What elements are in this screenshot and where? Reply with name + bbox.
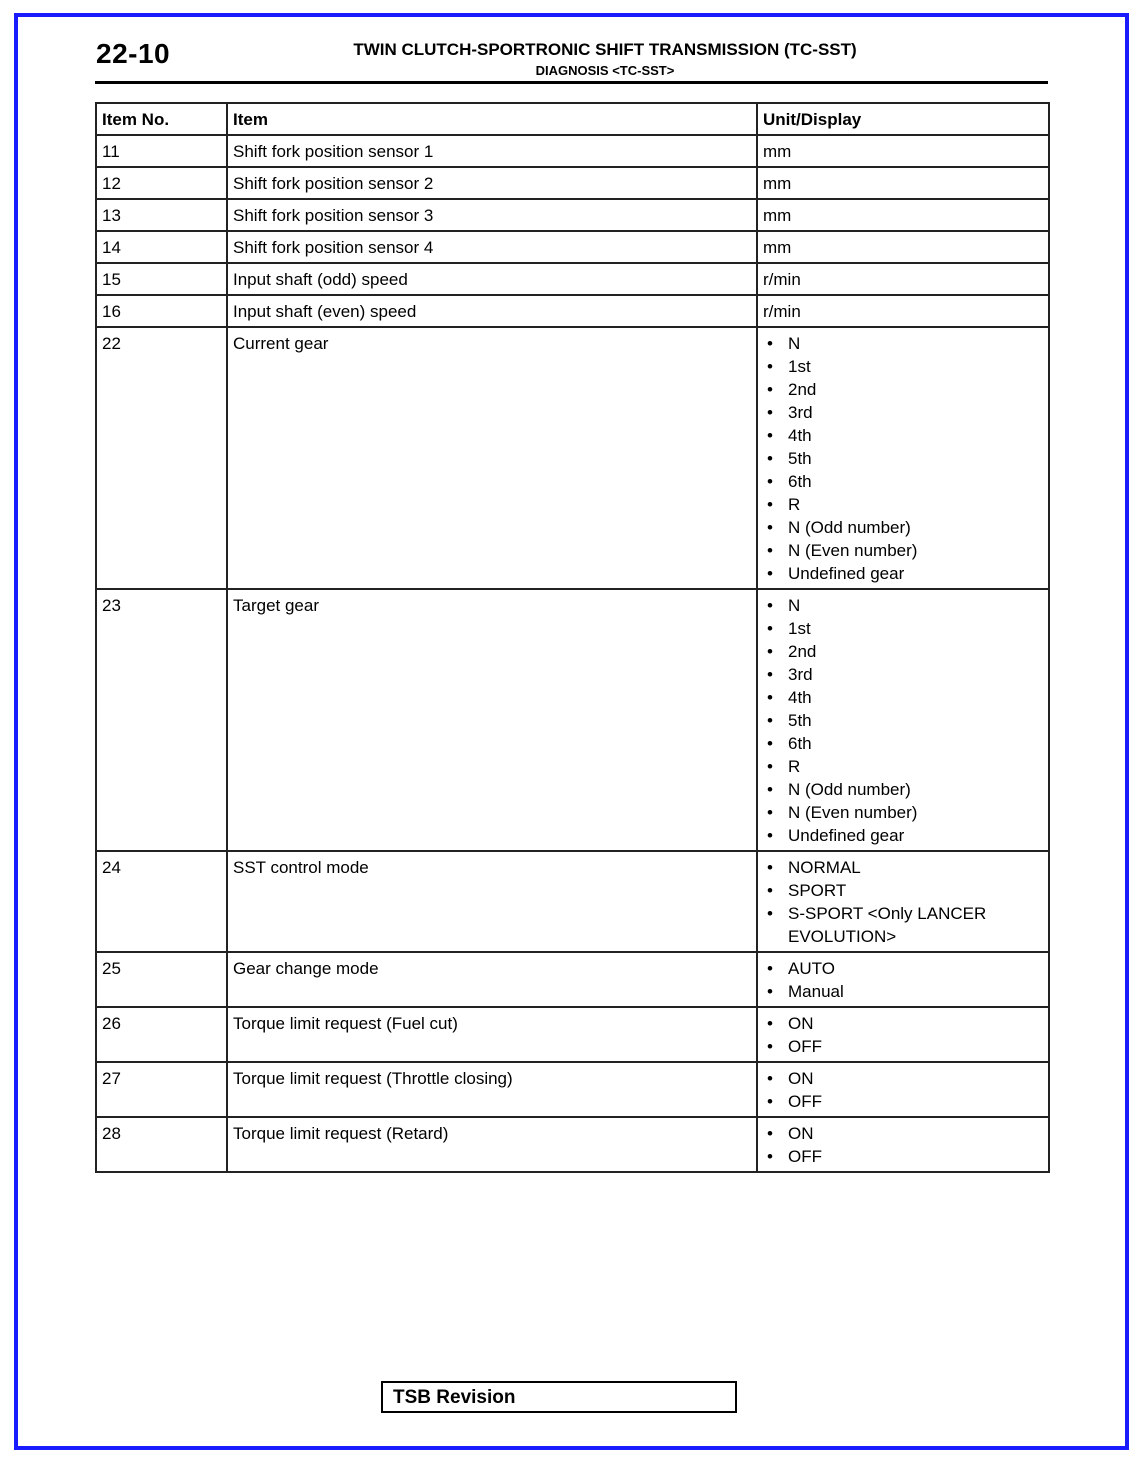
table-row xyxy=(96,851,1049,952)
display-value-list xyxy=(763,1012,1043,1058)
item-name-cell: Torque limit request (Retard) xyxy=(227,1117,757,1172)
display-value-item: • 2nd xyxy=(763,378,1043,401)
display-value-item: • N (Even number) xyxy=(763,539,1043,562)
table-row xyxy=(96,1117,1049,1172)
column-header-item-no: Item No. xyxy=(96,103,227,135)
item-number-cell: 28 xyxy=(96,1117,227,1172)
item-number-cell: 16 xyxy=(96,295,227,327)
display-value-item: • OFF xyxy=(763,1035,1043,1058)
display-value-list xyxy=(763,594,1043,847)
table-header-row xyxy=(96,103,1049,135)
item-name-cell: Shift fork position sensor 4 xyxy=(227,231,757,263)
diagnosis-table xyxy=(95,102,1050,1173)
unit-display-cell xyxy=(757,327,1049,589)
display-value-item: • R xyxy=(763,755,1043,778)
display-value-item: • SPORT xyxy=(763,879,1043,902)
display-value-item: • 2nd xyxy=(763,640,1043,663)
display-value-item: • 1st xyxy=(763,355,1043,378)
unit-display-cell xyxy=(757,1117,1049,1172)
section-subtitle: DIAGNOSIS <TC-SST> xyxy=(535,63,675,78)
display-value-item: • N xyxy=(763,594,1043,617)
table-row xyxy=(96,327,1049,589)
display-value-item: • ON xyxy=(763,1067,1043,1090)
item-number-cell: 15 xyxy=(96,263,227,295)
unit-display-cell xyxy=(757,952,1049,1007)
display-value-item: • N (Odd number) xyxy=(763,778,1043,801)
item-name-cell: Input shaft (even) speed xyxy=(227,295,757,327)
item-number-cell: 14 xyxy=(96,231,227,263)
header-rule xyxy=(95,81,1048,84)
item-name-cell: Input shaft (odd) speed xyxy=(227,263,757,295)
table-row xyxy=(96,135,1049,167)
display-value-item: • OFF xyxy=(763,1145,1043,1168)
item-name-cell: Shift fork position sensor 3 xyxy=(227,199,757,231)
display-value-item: • Undefined gear xyxy=(763,562,1043,585)
unit-display-cell: mm xyxy=(757,135,1049,167)
unit-display-cell xyxy=(757,851,1049,952)
display-value-item: • 1st xyxy=(763,617,1043,640)
item-name-cell: Shift fork position sensor 2 xyxy=(227,167,757,199)
display-value-list xyxy=(763,1067,1043,1113)
unit-display-cell xyxy=(757,1007,1049,1062)
unit-display-cell xyxy=(757,589,1049,851)
display-value-list xyxy=(763,1122,1043,1168)
unit-display-cell: r/min xyxy=(757,295,1049,327)
display-value-item: • 3rd xyxy=(763,663,1043,686)
table-row xyxy=(96,589,1049,851)
unit-display-cell xyxy=(757,1062,1049,1117)
item-number-cell: 23 xyxy=(96,589,227,851)
item-number-cell: 26 xyxy=(96,1007,227,1062)
display-value-item: • 4th xyxy=(763,686,1043,709)
display-value-item: • Manual xyxy=(763,980,1043,1003)
display-value-item: • N xyxy=(763,332,1043,355)
item-name-cell: Torque limit request (Throttle closing) xyxy=(227,1062,757,1117)
display-value-list xyxy=(763,332,1043,585)
display-value-list xyxy=(763,957,1043,1003)
column-header-unit-display: Unit/Display xyxy=(757,103,1049,135)
item-name-cell: Torque limit request (Fuel cut) xyxy=(227,1007,757,1062)
display-value-item: • R xyxy=(763,493,1043,516)
display-value-item: • Undefined gear xyxy=(763,824,1043,847)
display-value-item: • 5th xyxy=(763,709,1043,732)
display-value-item: • N (Even number) xyxy=(763,801,1043,824)
display-value-item: • AUTO xyxy=(763,957,1043,980)
display-value-item: • 5th xyxy=(763,447,1043,470)
page-number: 22-10 xyxy=(96,38,171,69)
item-number-cell: 24 xyxy=(96,851,227,952)
item-name-cell: Gear change mode xyxy=(227,952,757,1007)
display-value-item: • 6th xyxy=(763,732,1043,755)
item-number-cell: 25 xyxy=(96,952,227,1007)
table-row xyxy=(96,952,1049,1007)
item-number-cell: 13 xyxy=(96,199,227,231)
item-number-cell: 22 xyxy=(96,327,227,589)
item-number-cell: 11 xyxy=(96,135,227,167)
item-name-cell: Shift fork position sensor 1 xyxy=(227,135,757,167)
display-value-item: • ON xyxy=(763,1122,1043,1145)
item-name-cell: SST control mode xyxy=(227,851,757,952)
column-header-item: Item xyxy=(227,103,757,135)
display-value-item: • ON xyxy=(763,1012,1043,1035)
display-value-item: • 6th xyxy=(763,470,1043,493)
item-number-cell: 12 xyxy=(96,167,227,199)
tsb-revision-box xyxy=(381,1381,737,1413)
item-name-cell: Target gear xyxy=(227,589,757,851)
table-body xyxy=(96,135,1049,1172)
unit-display-cell: mm xyxy=(757,231,1049,263)
unit-display-cell: mm xyxy=(757,199,1049,231)
display-value-item: • OFF xyxy=(763,1090,1043,1113)
table-row xyxy=(96,167,1049,199)
unit-display-cell: mm xyxy=(757,167,1049,199)
table-row xyxy=(96,1007,1049,1062)
display-value-item: • S-SPORT <Only LANCER EVOLUTION> xyxy=(763,902,1043,948)
table-row xyxy=(96,295,1049,327)
table-row xyxy=(96,1062,1049,1117)
display-value-item: • 3rd xyxy=(763,401,1043,424)
section-title: TWIN CLUTCH-SPORTRONIC SHIFT TRANSMISSION (TC-SST) xyxy=(353,40,857,59)
table-row xyxy=(96,231,1049,263)
item-name-cell: Current gear xyxy=(227,327,757,589)
display-value-item: • N (Odd number) xyxy=(763,516,1043,539)
tsb-revision-label: TSB Revision xyxy=(393,1387,516,1408)
display-value-item: • 4th xyxy=(763,424,1043,447)
item-number-cell: 27 xyxy=(96,1062,227,1117)
table-row xyxy=(96,199,1049,231)
unit-display-cell: r/min xyxy=(757,263,1049,295)
table-row xyxy=(96,263,1049,295)
display-value-list xyxy=(763,856,1043,948)
display-value-item: • NORMAL xyxy=(763,856,1043,879)
